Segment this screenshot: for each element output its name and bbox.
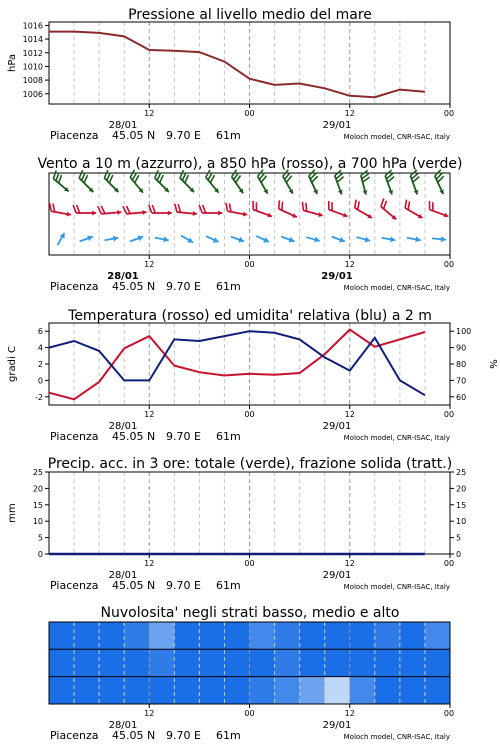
cloud-cell	[199, 649, 225, 677]
wind-barb-head	[117, 210, 121, 215]
cloud-cell	[49, 677, 75, 705]
wind-barb	[407, 170, 425, 195]
cloud-cell	[425, 622, 451, 650]
cloud-panel	[49, 605, 454, 742]
wind-barb	[48, 203, 72, 217]
cloud-cell	[400, 622, 426, 650]
wind-barb	[255, 233, 270, 244]
cloud-cell	[300, 677, 326, 705]
model-credit: Moloch model, CNR-ISAC, Italy	[343, 583, 450, 591]
temp-ylabel-left: gradi C	[7, 346, 18, 382]
x-tick-label: 12	[344, 559, 355, 568]
cloud-cell	[99, 622, 125, 650]
x-tick-label: 00	[443, 410, 455, 419]
wind-barb-head	[218, 211, 222, 216]
y-tick-label: 0	[37, 550, 43, 559]
wind-barb	[250, 201, 275, 219]
cloud-cell	[99, 677, 125, 705]
wind-barb-feather	[77, 205, 80, 213]
wind-barb	[331, 170, 349, 195]
cloud-cell	[275, 622, 301, 650]
wind-barb	[275, 200, 300, 219]
date-label: 28/01	[108, 421, 138, 432]
wind-title: Vento a 10 m (azzurro), a 850 hPa (rosso), a 700 hPa (verde)	[37, 156, 463, 172]
wind-barb	[279, 170, 300, 195]
wind-barb	[49, 171, 73, 194]
y-tick-label: 1016	[22, 21, 43, 31]
cloud-cell	[375, 622, 401, 650]
cloud-cell	[375, 649, 401, 677]
wind-barb	[432, 235, 446, 242]
cloud-cell	[400, 649, 426, 677]
wind-barb	[358, 170, 374, 195]
wind-barb-feather	[98, 206, 102, 214]
precip-title: Precip. acc. in 3 ore: totale (verde), frazione solida (tratt.)	[47, 456, 453, 472]
cloud-cell	[149, 622, 175, 650]
y-tick-label-right: 25	[456, 468, 467, 477]
cloud-cell	[325, 677, 351, 705]
date-label: 29/01	[322, 421, 352, 432]
wind-barb-head	[441, 236, 447, 242]
latitude-label: 45.05 N	[112, 430, 156, 443]
x-tick-label: 12	[144, 410, 155, 419]
elevation-label: 61m	[216, 430, 241, 443]
wind-barb	[79, 234, 94, 244]
y-tick-label-right: 80	[456, 360, 467, 369]
x-tick-label: 12	[344, 109, 355, 118]
location-label: Piacenza	[50, 129, 99, 142]
location-label: Piacenza	[50, 729, 99, 742]
wind-barb-feather	[250, 201, 256, 210]
cloud-cell	[149, 677, 175, 705]
wind-barb	[73, 205, 96, 216]
cloud-cell	[49, 622, 75, 650]
wind-barb-feather	[427, 201, 433, 210]
y-tick-label: 1014	[22, 35, 43, 45]
y-tick-label-right: 5	[456, 533, 462, 543]
y-tick-label: 1010	[22, 62, 43, 72]
cloud-cell	[250, 677, 276, 705]
x-tick-label: 00	[244, 260, 255, 269]
y-tick-label-right: 60	[456, 392, 467, 402]
wind-barb-feather	[178, 204, 182, 212]
model-credit: Moloch model, CNR-ISAC, Italy	[343, 733, 450, 741]
wind-barb	[351, 200, 376, 221]
temp-title: Temperatura (rosso) ed umidita' relativa (blu) a 2 m	[68, 308, 432, 324]
wind-barb-feather	[123, 206, 127, 214]
temp-panel	[7, 308, 498, 443]
wind-barb	[382, 170, 400, 195]
model-credit: Moloch model, CNR-ISAC, Italy	[343, 434, 450, 442]
wind-barb	[129, 234, 144, 244]
location-label: Piacenza	[50, 430, 99, 443]
date-label: 28/01	[108, 120, 138, 131]
y-tick-label: 1008	[22, 76, 43, 86]
y-tick-label: 5	[37, 533, 43, 543]
cloud-cell	[124, 622, 150, 650]
wind-barb-feather	[326, 201, 332, 210]
y-tick-label-right: 100	[456, 327, 472, 337]
x-tick-label: 12	[144, 559, 155, 568]
x-tick-label: 00	[443, 260, 455, 269]
wind-barb	[100, 170, 124, 194]
y-tick-label-right: 0	[456, 550, 462, 559]
cloud-cell	[174, 649, 200, 677]
wind-barb	[300, 202, 325, 218]
elevation-label: 61m	[216, 729, 241, 742]
cloud-cell	[250, 622, 276, 650]
cloud-cell	[199, 677, 225, 705]
wind-barb	[325, 201, 350, 219]
wind-barb	[230, 234, 245, 244]
wind-barb	[431, 170, 450, 195]
x-tick-label: 00	[443, 559, 455, 568]
cloud-cell	[174, 677, 200, 705]
cloud-cell	[74, 649, 100, 677]
wind-barb	[426, 201, 451, 219]
longitude-label: 9.70 E	[166, 280, 201, 293]
x-tick-label: 12	[144, 260, 155, 269]
wind-barb	[176, 170, 200, 194]
y-tick-label: 1012	[22, 48, 43, 58]
cloud-cell	[300, 649, 326, 677]
wind-barb-feather	[276, 200, 282, 209]
y-tick-label: 4	[37, 343, 43, 353]
wind-barb-head	[187, 237, 194, 245]
x-tick-label: 00	[244, 109, 255, 118]
cloud-cell	[224, 649, 250, 677]
wind-barb-feather	[101, 206, 105, 214]
wind-barb	[154, 235, 169, 243]
pressure-ylabel: hPa	[7, 53, 18, 73]
cloud-cell	[99, 649, 125, 677]
precip-ylabel: mm	[7, 503, 18, 523]
longitude-label: 9.70 E	[166, 129, 201, 142]
wind-barb	[179, 233, 194, 245]
wind-barb	[174, 204, 198, 216]
y-tick-label-right: 10	[456, 517, 467, 527]
temperature-line	[49, 330, 425, 400]
model-credit: Moloch model, CNR-ISAC, Italy	[343, 284, 450, 292]
wind-barb	[356, 234, 371, 243]
wind-barb	[98, 204, 122, 216]
y-tick-label: 20	[32, 484, 43, 494]
date-label: 29/01	[322, 720, 352, 731]
date-label: 29/01	[322, 570, 352, 581]
cloud-title: Nuvolosita' negli strati basso, medio e alto	[100, 605, 400, 621]
wind-barb	[202, 170, 225, 194]
pressure-line	[49, 32, 425, 98]
cloud-cell	[300, 622, 326, 650]
cloud-cell	[275, 649, 301, 677]
x-tick-label: 12	[344, 410, 355, 419]
cloud-cell	[74, 677, 100, 705]
cloud-cell	[400, 677, 426, 705]
location-label: Piacenza	[50, 579, 99, 592]
y-tick-label: 0	[37, 376, 43, 386]
wind-barb	[305, 234, 320, 243]
wind-barb-feather	[300, 202, 305, 211]
cloud-cell	[49, 649, 75, 677]
wind-barb	[406, 235, 421, 243]
wind-barb	[149, 205, 172, 216]
model-credit: Moloch model, CNR-ISAC, Italy	[343, 133, 450, 141]
pressure-title: Pressione al livello medio del mare	[128, 7, 372, 23]
cloud-cell	[199, 622, 225, 650]
cloud-cell	[149, 649, 175, 677]
x-tick-label: 12	[144, 109, 155, 118]
wind-barb	[254, 170, 275, 195]
wind-barb-head	[193, 211, 197, 216]
date-label: 28/01	[108, 570, 138, 581]
wind-barb	[199, 205, 222, 216]
wind-barb	[401, 200, 426, 221]
cloud-cell	[74, 622, 100, 650]
cloud-cell	[350, 677, 376, 705]
latitude-label: 45.05 N	[112, 280, 156, 293]
wind-barb	[305, 170, 324, 195]
x-tick-label: 00	[244, 410, 255, 419]
longitude-label: 9.70 E	[166, 430, 201, 443]
x-tick-label: 00	[443, 109, 455, 118]
y-tick-label: 15	[32, 500, 43, 510]
elevation-label: 61m	[216, 280, 241, 293]
x-tick-label: 12	[144, 709, 155, 718]
pressure-panel	[7, 7, 454, 142]
wind-barb-feather	[225, 203, 229, 211]
wind-barb	[151, 170, 175, 194]
x-tick-label: 12	[344, 709, 355, 718]
y-tick-label: 10	[32, 517, 43, 527]
wind-barb-feather	[203, 205, 206, 213]
x-tick-label: 00	[244, 559, 255, 568]
wind-barb	[126, 170, 149, 194]
longitude-label: 9.70 E	[166, 729, 201, 742]
wind-barb	[104, 235, 119, 243]
wind-barb-head	[92, 211, 96, 216]
y-tick-label: -2	[35, 392, 43, 402]
cloud-cell	[350, 649, 376, 677]
latitude-label: 45.05 N	[112, 129, 156, 142]
cloud-cell	[124, 677, 150, 705]
x-tick-label: 12	[344, 260, 355, 269]
wind-barb	[377, 199, 401, 222]
date-label: 29/01	[321, 271, 353, 282]
wind-barb-feather	[152, 205, 155, 213]
wind-barb-head	[168, 211, 172, 216]
precip-frame	[49, 472, 450, 554]
wind-barb	[75, 170, 99, 194]
x-tick-label: 00	[443, 709, 455, 718]
y-tick-label: 1006	[22, 89, 43, 99]
cloud-cell	[375, 677, 401, 705]
wind-barb	[280, 234, 295, 244]
date-label: 28/01	[107, 271, 139, 282]
wind-barb	[55, 231, 67, 246]
y-tick-label-right: 15	[456, 500, 467, 510]
elevation-label: 61m	[216, 579, 241, 592]
cloud-cell	[124, 649, 150, 677]
x-tick-label: 00	[244, 709, 255, 718]
wind-barb-head	[213, 237, 220, 245]
cloud-cell	[325, 649, 351, 677]
cloud-cell	[425, 649, 451, 677]
wind-barb-head	[59, 231, 67, 238]
y-tick-label-right: 90	[456, 343, 467, 353]
cloud-cell	[224, 677, 250, 705]
humidity-line	[49, 331, 425, 395]
wind-barb-head	[142, 210, 146, 215]
y-tick-label-right: 70	[456, 376, 467, 386]
y-tick-label: 25	[32, 468, 43, 477]
wind-barb-feather	[126, 206, 130, 214]
cloud-cell	[174, 622, 200, 650]
cloud-cell	[275, 677, 301, 705]
cloud-cell	[325, 622, 351, 650]
latitude-label: 45.05 N	[112, 729, 156, 742]
cloud-cell	[250, 649, 276, 677]
date-label: 28/01	[108, 720, 138, 731]
cloud-cell	[425, 677, 451, 705]
longitude-label: 9.70 E	[166, 579, 201, 592]
wind-barb	[123, 204, 147, 216]
wind-barb	[381, 235, 396, 243]
y-tick-label: 6	[37, 327, 43, 337]
wind-barb	[205, 233, 220, 244]
location-label: Piacenza	[50, 280, 99, 293]
cloud-cell	[224, 622, 250, 650]
temp-ylabel-right: %	[487, 359, 498, 369]
wind-barb-head	[263, 237, 270, 245]
latitude-label: 45.05 N	[112, 579, 156, 592]
cloud-cell	[350, 622, 376, 650]
precip-panel	[7, 456, 466, 592]
wind-barb	[331, 234, 346, 244]
wind-barb	[224, 203, 248, 217]
elevation-label: 61m	[216, 129, 241, 142]
date-label: 29/01	[322, 120, 352, 131]
y-tick-label: 2	[37, 360, 43, 369]
wind-panel	[37, 156, 462, 293]
y-tick-label-right: 20	[456, 484, 467, 494]
